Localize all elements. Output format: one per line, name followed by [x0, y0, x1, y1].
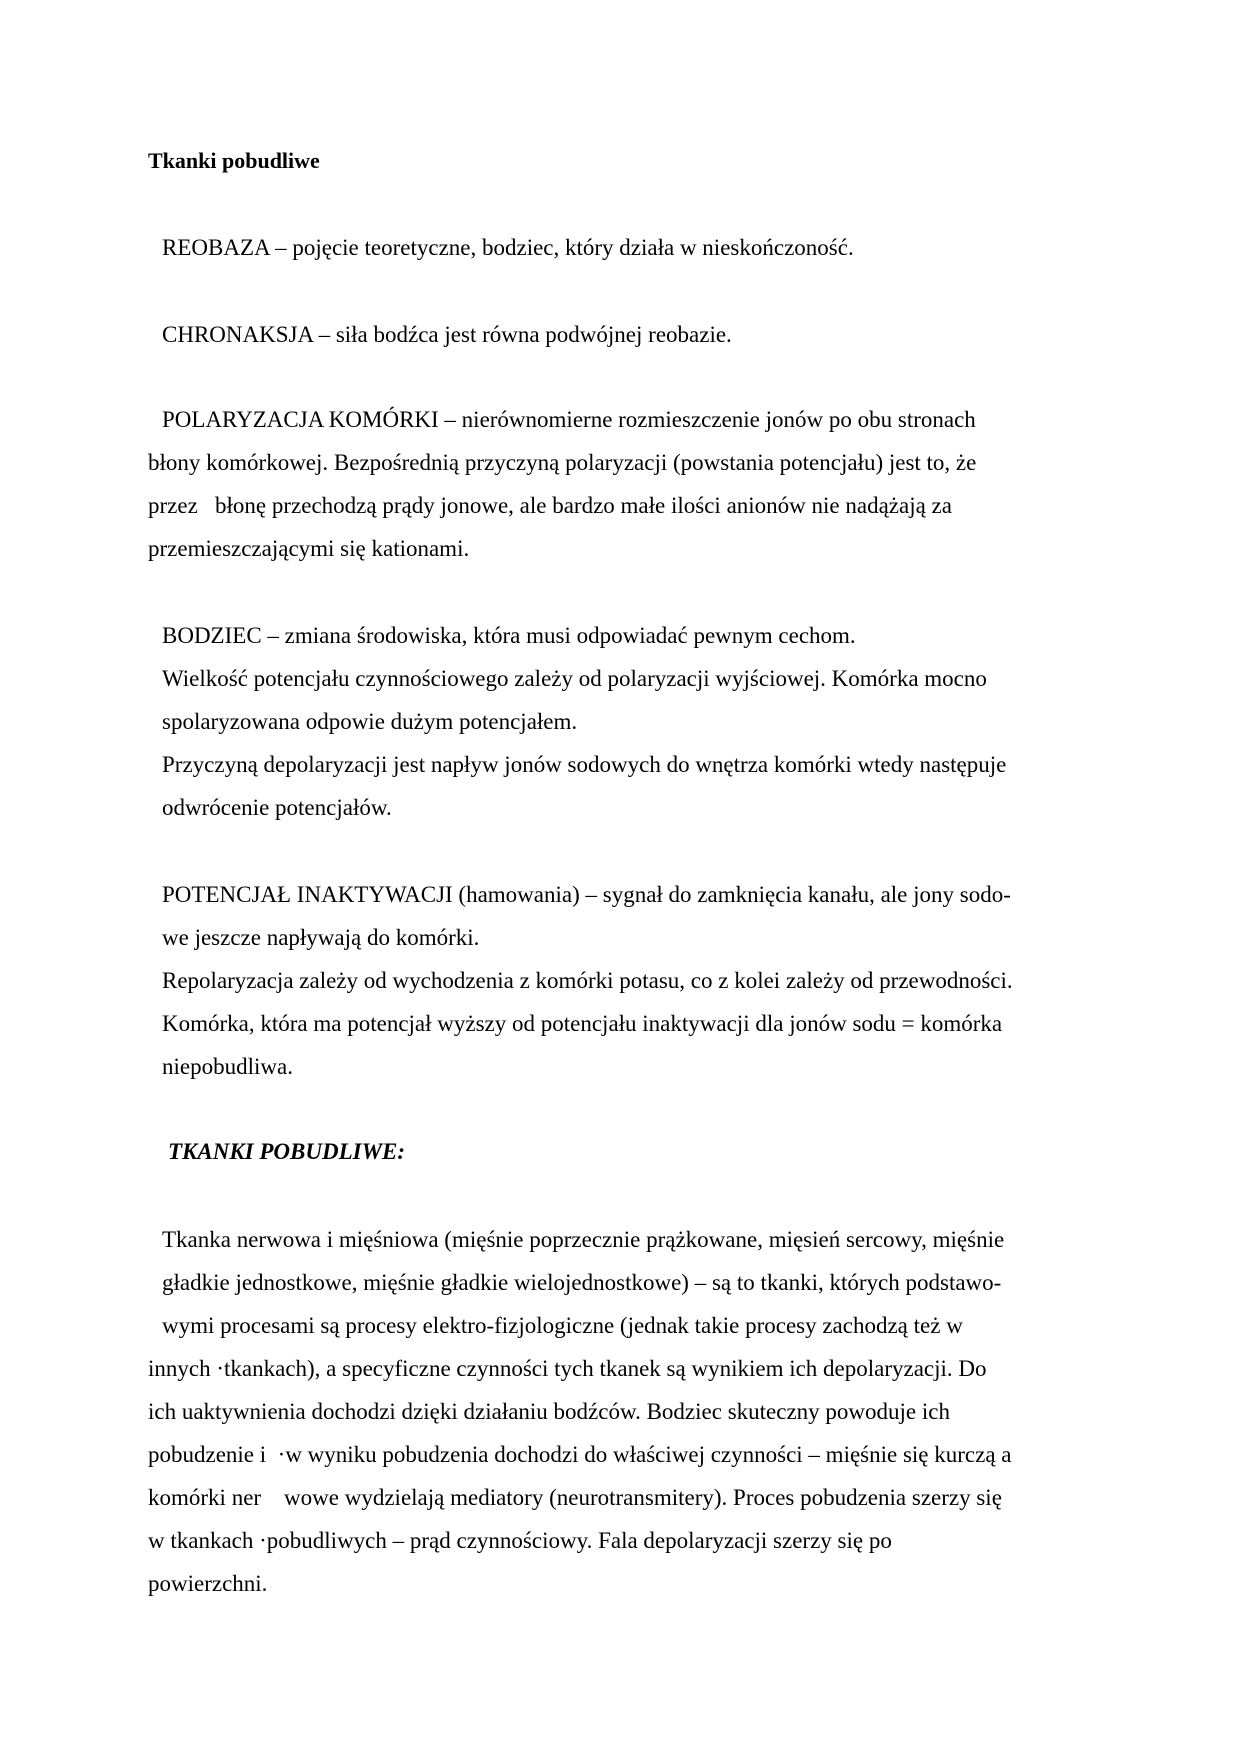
chronaksja-paragraph	[162, 320, 732, 350]
tkanki-line-9: powierzchni.	[148, 1571, 268, 1596]
inaktywacja-line-1: POTENCJAŁ INAKTYWACJI (hamowania) – sygnał do zamknięcia kanału, ale jony sodo-	[162, 882, 1011, 907]
bodziec-paragraph	[162, 621, 856, 651]
tkanki-line-2: gładkie jednostkowe, mięśnie gładkie wielojednostkowe) – są to tkanki, których podstawo-	[162, 1270, 1002, 1295]
tkanki-line-6: pobudzenie i ·w wyniku pobudzenia dochodzi do właściwej czynności – mięśnie się kurczą a	[148, 1442, 1012, 1467]
reobaza-term: REOBAZA	[162, 235, 270, 260]
bodziec-line-2: Wielkość potencjału czynnościowego zależy od polaryzacji wyjściowej. Komórka mocno	[162, 666, 987, 691]
polaryzacja-line-3: przez błonę przechodzą prądy jonowe, ale bardzo małe ilości anionów nie nadążają za	[148, 493, 952, 518]
reobaza-paragraph	[162, 233, 854, 263]
section-heading-tkanki: TKANKI POBUDLIWE:	[168, 1139, 406, 1164]
inaktywacja-line-5: niepobudliwa.	[162, 1054, 293, 1079]
bodziec-line-5: odwrócenie potencjałów.	[162, 795, 392, 820]
inaktywacja-line-4: Komórka, która ma potencjał wyższy od potencjału inaktywacji dla jonów sodu = komórka	[162, 1011, 1003, 1036]
bodziec-definition: – zmiana środowiska, która musi odpowiadać pewnym cechom.	[261, 623, 856, 648]
chronaksja-term: CHRONAKSJA	[162, 322, 313, 347]
tkanki-line-8: w tkankach ·pobudliwych – prąd czynnościowy. Fala depolaryzacji szerzy się po	[148, 1528, 892, 1553]
reobaza-definition: – pojęcie teoretyczne, bodziec, który działa w nieskończoność.	[269, 235, 854, 260]
polaryzacja-line-4: przemieszczającymi się kationami.	[148, 536, 470, 561]
chronaksja-definition: – siła bodźca jest równa podwójnej reobazie.	[312, 322, 732, 347]
bodziec-line-3: spolaryzowana odpowie dużym potencjałem.	[162, 709, 578, 734]
inaktywacja-line-2: we jeszcze napływają do komórki.	[162, 925, 480, 950]
document-title: Tkanki pobudliwe	[148, 148, 320, 173]
tkanki-line-5: ich uaktywnienia dochodzi dzięki działaniu bodźców. Bodziec skuteczny powoduje ich	[148, 1399, 950, 1424]
bodziec-term: BODZIEC	[162, 623, 262, 648]
polaryzacja-line-1: POLARYZACJA KOMÓRKI – nierównomierne rozmieszczenie jonów po obu stronach	[162, 407, 976, 432]
tkanki-line-4: innych ·tkankach), a specyficzne czynności tych tkanek są wynikiem ich depolaryzacji. Do	[148, 1356, 987, 1381]
bodziec-line-4: Przyczyną depolaryzacji jest napływ jonów sodowych do wnętrza komórki wtedy następuje	[162, 752, 1007, 777]
polaryzacja-line-2: błony komórkowej. Bezpośrednią przyczyną polaryzacji (powstania potencjału) jest to, że	[148, 450, 977, 475]
tkanki-line-3: wymi procesami są procesy elektro-fizjologiczne (jednak takie procesy zachodzą też w	[162, 1313, 963, 1338]
inaktywacja-line-3: Repolaryzacja zależy od wychodzenia z komórki potasu, co z kolei zależy od przewodności.	[162, 968, 1013, 993]
tkanki-line-1: Tkanka nerwowa i mięśniowa (mięśnie poprzecznie prążkowane, mięsień sercowy, mięśnie	[162, 1227, 1005, 1252]
tkanki-line-7: komórki ner wowe wydzielają mediatory (neurotransmitery). Proces pobudzenia szerzy się	[148, 1485, 1002, 1510]
